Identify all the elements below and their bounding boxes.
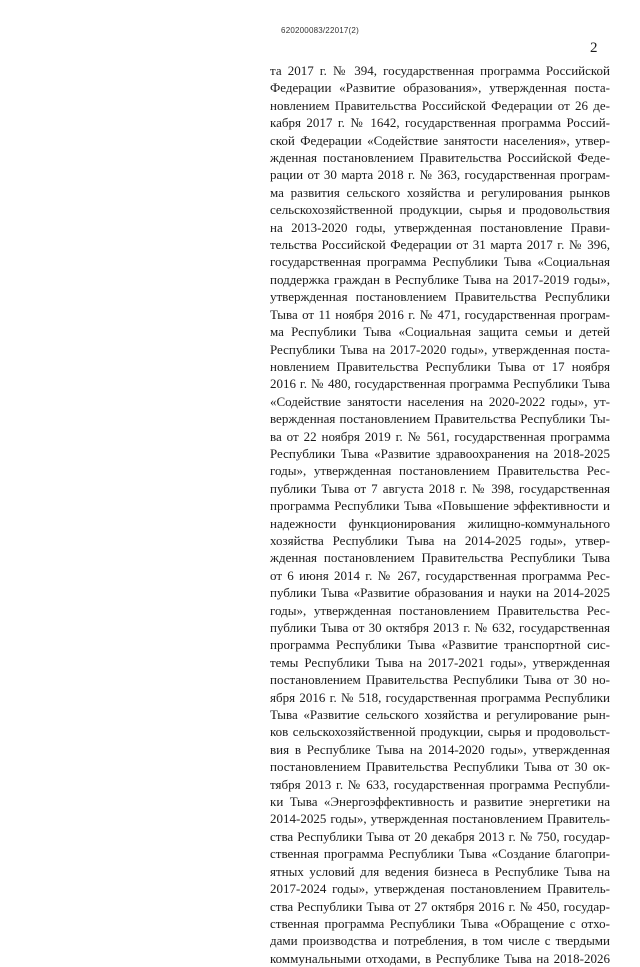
- text-line: постановлением Правительства Республики Тыва от 30 но-: [270, 672, 610, 688]
- text-line: поддержка граждан в Республике Тыва на 2017-2019 годы»,: [270, 271, 610, 287]
- text-line: Тыва «Развитие сельского хозяйства и регулирование рын-: [270, 707, 610, 723]
- text-line: жденная постановлением Правительства Российской Феде-: [270, 150, 610, 166]
- text-line: Республики Тыва «Развитие здравоохранения на 2018-2025: [270, 445, 610, 461]
- text-line: ки Тыва «Энергоэффективность и развитие энергетики на: [270, 794, 610, 810]
- text-line: государственная программа Республики Тыва «Социальная: [270, 254, 610, 270]
- text-line: Тыва от 11 ноября 2016 г. № 471, государственная програм-: [270, 306, 610, 322]
- text-line: годы», утвержденная постановлением Правительства Рес-: [270, 602, 610, 618]
- body-text: [270, 62, 610, 967]
- text-line: на 2013-2020 годы, утвержденная постановление Прави-: [270, 219, 610, 235]
- text-line: хозяйства Республики Тыва на 2014-2025 годы», утвер-: [270, 532, 610, 548]
- text-line: ября 2016 г. № 518, государственная программа Республики: [270, 689, 610, 705]
- text-line: ма Республики Тыва «Социальная защита семьи и детей: [270, 324, 610, 340]
- text-line: тября 2013 г. № 633, государственная программа Республи-: [270, 776, 610, 792]
- text-line: тельства Российской Федерации от 31 марта 2017 г. № 396,: [270, 237, 610, 253]
- text-line: кабря 2017 г. № 1642, государственная программа Россий-: [270, 115, 610, 131]
- text-line: вия в Республике Тыва на 2014-2020 годы», утвержденная: [270, 741, 610, 757]
- text-line: Республики Тыва на 2017-2020 годы», утвержденная поста-: [270, 341, 610, 357]
- text-line: вержденная постановлением Правительства Республики Ты-: [270, 411, 610, 427]
- text-line: коммунальными отходами, в Республике Тыва на 2018-2026: [270, 950, 610, 966]
- text-line: ственная программа Республики Тыва «Обращение с отхо-: [270, 915, 610, 931]
- text-line: публики Тыва от 7 августа 2018 г. № 398, государственная: [270, 480, 610, 496]
- text-line: 2016 г. № 480, государственная программа Республики Тыва: [270, 376, 610, 392]
- text-line: новлением Правительства Республики Тыва от 17 ноября: [270, 358, 610, 374]
- text-line: новлением Правительства Российской Федерации от 26 де-: [270, 97, 610, 113]
- text-line: программа Республики Тыва «Повышение эффективности и: [270, 498, 610, 514]
- text-line: публики Тыва от 30 октября 2013 г. № 632, государственная: [270, 620, 610, 635]
- text-line: надежности функционирования жилищно-коммунального: [270, 515, 610, 531]
- text-line: ства Республики Тыва от 20 декабря 2013 г. № 750, государ-: [270, 828, 610, 844]
- text-line: темы Республики Тыва на 2017-2021 годы», утвержденная: [270, 654, 610, 670]
- text-line: ства Республики Тыва от 27 октября 2016 г. № 450, государ-: [270, 898, 610, 914]
- text-line: «Содействие занятости населения на 2020-2022 годы», ут-: [270, 393, 610, 409]
- text-line: 2017-2024 годы», утвержденая постановлением Правитель-: [270, 881, 610, 897]
- text-line: рации от 30 марта 2018 г. № 363, государственная програм-: [270, 167, 610, 183]
- document-code: 620200083/22017(2): [281, 26, 359, 35]
- text-line: Федерации «Развитие образования», утвержденная поста-: [270, 80, 610, 96]
- text-line: годы», утвержденная постановлением Правительства Рес-: [270, 463, 610, 479]
- text-line: ва от 22 ноября 2019 г. № 561, государственная программа: [270, 428, 610, 444]
- text-line: программа Республики Тыва «Развитие транспортной сис-: [270, 637, 610, 653]
- page-number: 2: [590, 40, 598, 56]
- text-line: утвержденная постановлением Правительства Республики: [270, 289, 610, 305]
- text-line: ятных условий для ведения бизнеса в Республике Тыва на: [270, 863, 610, 879]
- text-line: дами производства и потребления, в том числе с твердыми: [270, 933, 610, 949]
- text-line: 2014-2025 годы», утвержденная постановлением Правитель-: [270, 811, 610, 827]
- text-line: та 2017 г. № 394, государственная программа Российской: [270, 63, 610, 78]
- text-line: ственная программа Республики Тыва «Создание благопри-: [270, 846, 610, 862]
- text-line: ков сельскохозяйственной продукции, сырья и продовольст-: [270, 724, 610, 740]
- text-line: жденная постановлением Правительства Республики Тыва: [270, 550, 610, 566]
- text-line: ма развития сельского хозяйства и регулирования рынков: [270, 184, 610, 200]
- text-line: постановлением Правительства Республики Тыва от 30 ок-: [270, 759, 610, 775]
- text-line: от 6 июня 2014 г. № 267, государственная программа Рес-: [270, 567, 610, 583]
- text-line: публики Тыва «Развитие образования и науки на 2014-2025: [270, 585, 610, 601]
- text-line: ской Федерации «Содействие занятости населения», утвер-: [270, 132, 610, 148]
- text-line: сельскохозяйственной продукции, сырья и продовольствия: [270, 202, 610, 218]
